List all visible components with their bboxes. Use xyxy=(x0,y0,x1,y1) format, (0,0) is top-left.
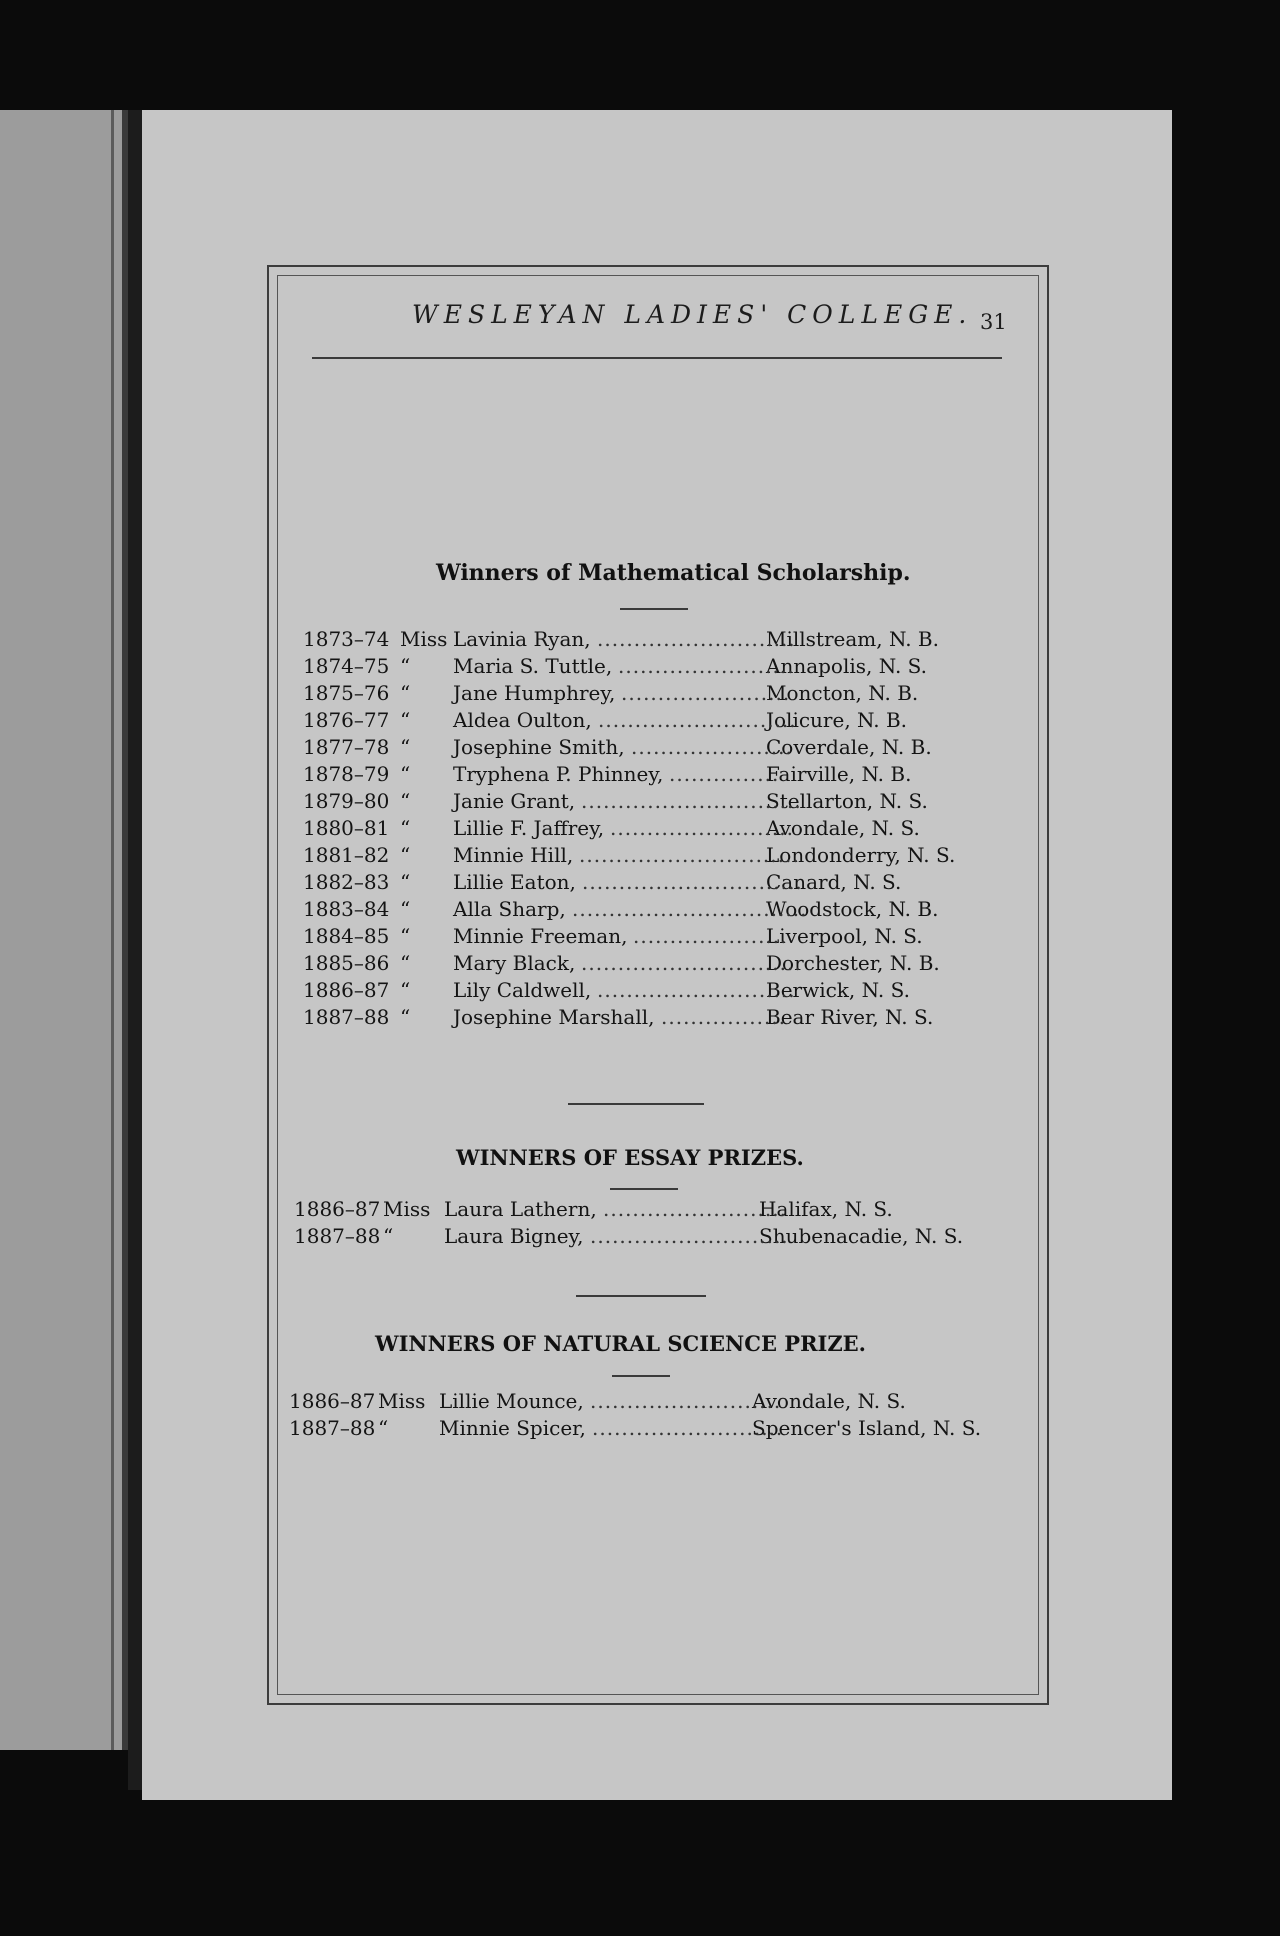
dot-leader: .......................... xyxy=(592,1416,784,1440)
entry-name: Lillie F. Jaffrey, xyxy=(453,816,605,840)
entry-place: Liverpool, N. S. xyxy=(766,924,923,948)
running-header-title: WESLEYAN LADIES' COLLEGE. xyxy=(412,300,973,329)
entry-honorific: “ xyxy=(400,897,411,921)
entry-year: 1880–81 xyxy=(303,816,390,840)
entry-year: 1887–88 xyxy=(303,1005,390,1029)
entry-name: Lily Caldwell, xyxy=(453,978,592,1002)
dot-leader: ......................... xyxy=(610,816,794,840)
entry-honorific: Miss xyxy=(378,1389,426,1413)
entry-year: 1878–79 xyxy=(303,762,390,786)
entry-place: Fairville, N. B. xyxy=(766,762,912,786)
section-title-essay-prizes: WINNERS OF ESSAY PRIZES. xyxy=(456,1145,804,1170)
entry-year: 1887–88 xyxy=(294,1224,381,1248)
entry-year: 1886–87 xyxy=(289,1389,376,1413)
entry-place: Millstream, N. B. xyxy=(766,627,939,651)
entry-place: Jolicure, N. B. xyxy=(766,708,908,732)
entry-place: Halifax, N. S. xyxy=(759,1197,893,1221)
entry-year: 1881–82 xyxy=(303,843,390,867)
entry-name: Janie Grant, xyxy=(453,789,576,813)
page-number: 31 xyxy=(980,310,1007,334)
entry-year: 1875–76 xyxy=(303,681,390,705)
entry-name: Minnie Hill, xyxy=(453,843,574,867)
entry-honorific: Miss xyxy=(383,1197,431,1221)
entry-name: Josephine Marshall, xyxy=(453,1005,655,1029)
dot-leader: ................................ xyxy=(572,897,808,921)
entry-name: Maria S. Tuttle, xyxy=(453,654,613,678)
section-divider xyxy=(576,1295,706,1297)
entry-place: Bear River, N. S. xyxy=(766,1005,934,1029)
entry-place: Stellarton, N. S. xyxy=(766,789,928,813)
dot-leader: .............................. xyxy=(582,870,803,894)
facing-page-border-line xyxy=(111,110,114,1750)
entry-year: 1886–87 xyxy=(294,1197,381,1221)
entry-honorific: “ xyxy=(400,681,411,705)
entry-place: Avondale, N. S. xyxy=(752,1389,906,1413)
entry-honorific: “ xyxy=(400,870,411,894)
entry-honorific: “ xyxy=(400,924,411,948)
entry-year: 1883–84 xyxy=(303,897,390,921)
section-title-mathematical-scholarship: Winners of Mathematical Scholarship. xyxy=(436,560,911,586)
entry-name: Josephine Smith, xyxy=(453,735,625,759)
entry-year: 1885–86 xyxy=(303,951,390,975)
entry-year: 1886–87 xyxy=(303,978,390,1002)
entry-honorific: “ xyxy=(400,1005,411,1029)
entry-honorific: “ xyxy=(400,843,411,867)
book-gutter xyxy=(128,110,142,1790)
entry-name: Minnie Spicer, xyxy=(439,1416,586,1440)
dot-leader: ........................... xyxy=(597,627,796,651)
entry-year: 1874–75 xyxy=(303,654,390,678)
entry-honorific: “ xyxy=(378,1416,389,1440)
entry-place: Avondale, N. S. xyxy=(766,816,920,840)
entry-place: Londonderry, N. S. xyxy=(766,843,956,867)
entry-honorific: “ xyxy=(400,951,411,975)
dot-leader: ........................... xyxy=(597,978,796,1002)
dot-leader: .......................... xyxy=(590,1389,782,1413)
entry-place: Berwick, N. S. xyxy=(766,978,910,1002)
dot-leader: .............................. xyxy=(581,789,802,813)
header-rule xyxy=(312,357,1002,359)
entry-name: Laura Bigney, xyxy=(444,1224,584,1248)
entry-honorific: “ xyxy=(400,735,411,759)
section-title-natural-science-prize: WINNERS OF NATURAL SCIENCE PRIZE. xyxy=(375,1331,866,1356)
entry-name: Jane Humphrey, xyxy=(453,681,616,705)
entry-name: Minnie Freeman, xyxy=(453,924,628,948)
entry-place: Woodstock, N. B. xyxy=(766,897,939,921)
entry-name: Tryphena P. Phinney, xyxy=(453,762,664,786)
entry-year: 1887–88 xyxy=(289,1416,376,1440)
entry-honorific: “ xyxy=(400,789,411,813)
entry-name: Alla Sharp, xyxy=(453,897,566,921)
dot-leader: ........................ xyxy=(618,654,795,678)
entry-name: Mary Black, xyxy=(453,951,576,975)
entry-year: 1876–77 xyxy=(303,708,390,732)
entry-place: Dorchester, N. B. xyxy=(766,951,940,975)
entry-name: Lillie Mounce, xyxy=(439,1389,584,1413)
entry-name: Laura Lathern, xyxy=(444,1197,597,1221)
entry-name: Lillie Eaton, xyxy=(453,870,576,894)
section-rule xyxy=(612,1375,670,1377)
dot-leader: ......................... xyxy=(603,1197,787,1221)
entry-year: 1879–80 xyxy=(303,789,390,813)
dot-leader: ............... xyxy=(669,762,780,786)
entry-name: Aldea Oulton, xyxy=(453,708,592,732)
entry-honorific: “ xyxy=(400,654,411,678)
dot-leader: ....................... xyxy=(621,681,791,705)
entry-year: 1873–74 xyxy=(303,627,390,651)
entry-place: Moncton, N. B. xyxy=(766,681,919,705)
entry-year: 1884–85 xyxy=(303,924,390,948)
dot-leader: .............................. xyxy=(579,843,800,867)
entry-name: Lavinia Ryan, xyxy=(453,627,591,651)
dot-leader: ................. xyxy=(661,1005,787,1029)
entry-year: 1882–83 xyxy=(303,870,390,894)
entry-place: Annapolis, N. S. xyxy=(766,654,928,678)
entry-year: 1877–78 xyxy=(303,735,390,759)
entry-place: Shubenacadie, N. S. xyxy=(759,1224,964,1248)
entry-honorific: Miss xyxy=(400,627,448,651)
dot-leader: ...................... xyxy=(631,735,793,759)
entry-honorific: “ xyxy=(400,978,411,1002)
section-rule xyxy=(610,1188,678,1190)
dot-leader: ........................... xyxy=(598,708,797,732)
entry-honorific: “ xyxy=(400,816,411,840)
dot-leader: ..................... xyxy=(633,924,788,948)
entry-honorific: “ xyxy=(400,708,411,732)
entry-honorific: “ xyxy=(400,762,411,786)
dot-leader: ........................... xyxy=(590,1224,789,1248)
entry-place: Spencer's Island, N. S. xyxy=(752,1416,982,1440)
facing-page-edge xyxy=(0,110,128,1750)
entry-place: Coverdale, N. B. xyxy=(766,735,932,759)
section-rule xyxy=(620,608,688,610)
dot-leader: .............................. xyxy=(581,951,802,975)
section-divider xyxy=(568,1103,704,1105)
entry-place: Canard, N. S. xyxy=(766,870,902,894)
entry-honorific: “ xyxy=(383,1224,394,1248)
